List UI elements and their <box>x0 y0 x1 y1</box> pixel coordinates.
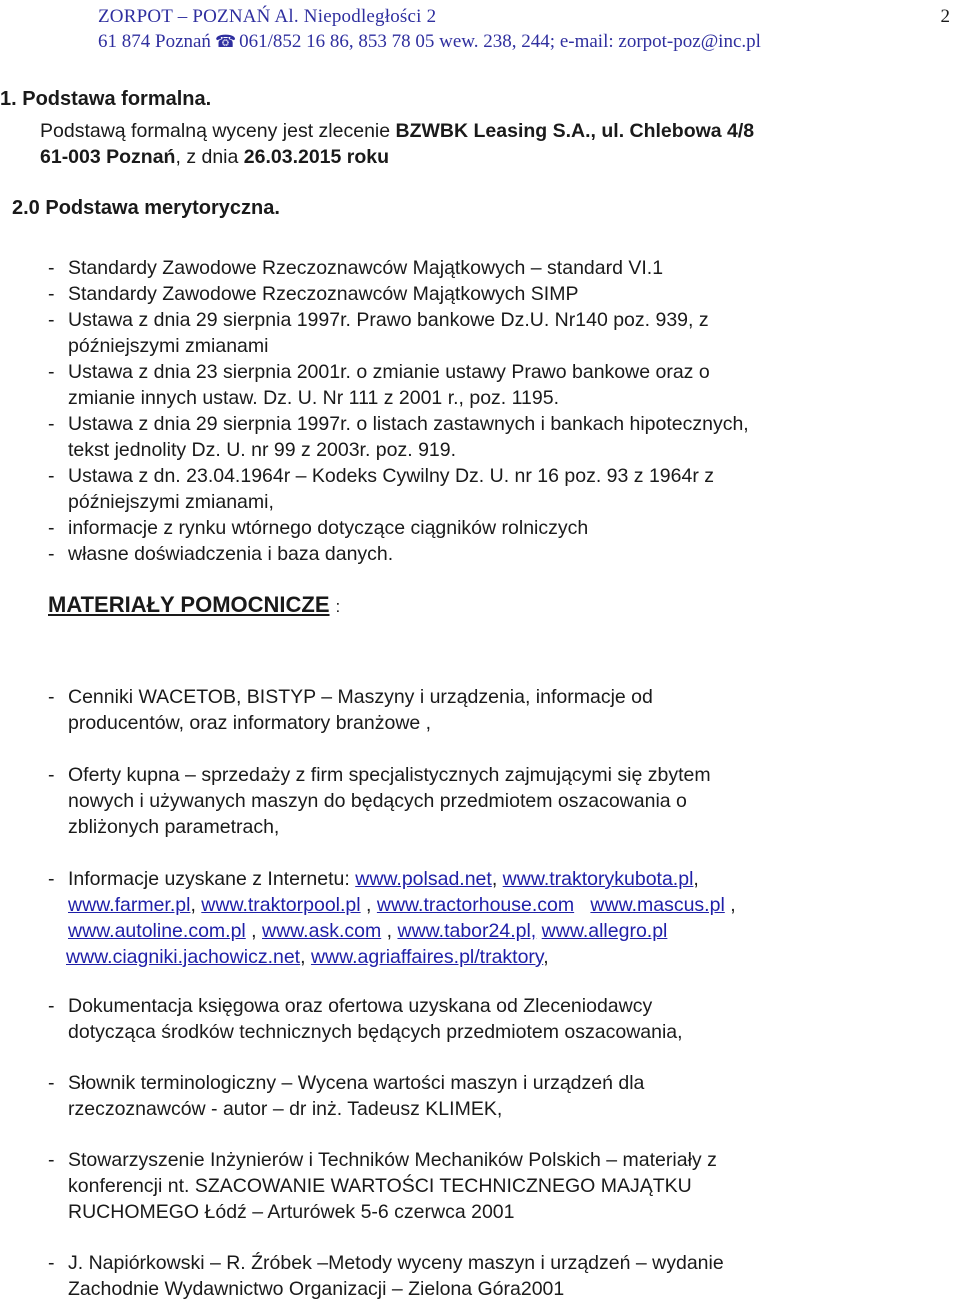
letterhead-line2 <box>98 29 898 54</box>
list-item: - Standardy Zawodowe Rzeczoznawców Majątkowych SIMP <box>48 283 579 305</box>
letterhead <box>98 4 898 54</box>
link-tractorhouse[interactable]: www.tractorhouse.com <box>376 894 575 916</box>
list-item: - Ustawa z dnia 23 sierpnia 2001r. o zmianie ustawy Prawo bankowe oraz o zmianie innych ustaw. Dz. U. Nr 111 z 2001 r., poz. 1195. <box>48 361 710 409</box>
link-agriaffaires[interactable]: www.agriaffaires.pl/traktory <box>310 946 544 968</box>
materials-internet: - Informacje uzyskane z Internetu: www.polsad.net, www.traktorykubota.pl, www.farmer.pl, www.traktorpool.pl , www.tractorhouse.com www.mascus.pl , www.autoline.com.pl , www.ask.com , www.tabor24.pl, www.allegro.pl www.ciagniki.jachowicz.net, www.agriaffaires.pl/traktory, <box>48 868 736 968</box>
materials-item: - J. Napiórkowski – R. Źróbek –Metody wyceny maszyn i urządzeń – wydanie Zachodnie Wydawnictwo Organizacji – Zielona Góra2001 <box>48 1252 724 1300</box>
list-item: - Ustawa z dnia 29 sierpnia 1997r. o listach zastawnych i bankach hipotecznych, tekst jednolity Dz. U. nr 99 z 2003r. poz. 919. <box>48 413 749 461</box>
materials-heading: MATERIAŁY POMOCNICZE : <box>48 592 341 617</box>
materials-item: - Stowarzyszenie Inżynierów i Techników Mechaników Polskich – materiały z konferencji nt. SZACOWANIE WARTOŚCI TECHNICZNEGO MAJĄTKU RUCHOMEGO Łódź – Arturówek 5-6 czerwca 2001 <box>48 1149 717 1223</box>
section1-text-pre: Podstawą formalną wyceny jest zlecenie <box>40 120 396 142</box>
letterhead-city: 61 874 Poznań <box>98 31 211 52</box>
section1-title: 1. Podstawa formalna. <box>0 88 212 110</box>
section2-list <box>0 255 940 567</box>
link-autoline[interactable]: www.autoline.com.pl <box>68 920 246 942</box>
email-link[interactable]: zorpot-poz@inc.pl <box>618 31 761 52</box>
telephone-icon: ☎ <box>214 32 237 51</box>
letterhead-line1: ZORPOT – POZNAŃ Al. Niepodległości 2 <box>98 6 437 27</box>
link-tabor24[interactable]: www.tabor24.pl, <box>397 920 537 942</box>
link-farmer[interactable]: www.farmer.pl <box>68 894 191 916</box>
link-allegro[interactable]: www.allegro.pl <box>541 920 668 942</box>
link-ciagniki[interactable]: www.ciagniki.jachowicz.net <box>66 946 301 968</box>
section1-text <box>40 118 960 170</box>
section1-postcode: 61-003 Poznań <box>40 146 176 168</box>
link-traktorykubota[interactable]: www.traktorykubota.pl <box>502 868 694 890</box>
materials-item: - Dokumentacja księgowa oraz ofertowa uzyskana od Zleceniodawcy dotycząca środków technicznych będących przedmiotem oszacowania, <box>48 995 683 1043</box>
link-mascus[interactable]: www.mascus.pl <box>590 894 725 916</box>
materials-item: - Oferty kupna – sprzedaży z firm specjalistycznych zajmującymi się zbytem nowych i używanych maszyn do będących przedmiotem oszacowania o zbliżonych parametrach, <box>48 764 711 838</box>
section1-client: BZWBK Leasing S.A., ul. Chlebowa 4/8 <box>395 120 755 142</box>
list-item: - Ustawa z dn. 23.04.1964r – Kodeks Cywilny Dz. U. nr 16 poz. 93 z 1964r z późniejszymi zmianami, <box>48 465 714 513</box>
page-number: 2 <box>940 6 950 27</box>
section1-date: 26.03.2015 roku <box>243 146 390 168</box>
letterhead-phones: 061/852 16 86, 853 78 05 wew. 238, 244; e-mail: <box>239 31 619 52</box>
list-item: - Ustawa z dnia 29 sierpnia 1997r. Prawo bankowe Dz.U. Nr140 poz. 939, z późniejszymi zmianami <box>48 309 709 357</box>
list-item: - Standardy Zawodowe Rzeczoznawców Majątkowych – standard VI.1 <box>48 257 664 279</box>
link-polsad[interactable]: www.polsad.net <box>355 868 492 890</box>
materials-item: - Cenniki WACETOB, BISTYP – Maszyny i urządzenia, informacje od producentów, oraz informatory branżowe , <box>48 686 653 734</box>
materials-item: - Słownik terminologiczny – Wycena wartości maszyn i urządzeń dla rzeczoznawców - autor – dr inż. Tadeusz KLIMEK, <box>48 1072 645 1120</box>
link-traktorpool[interactable]: www.traktorpool.pl <box>201 894 361 916</box>
list-item: - własne doświadczenia i baza danych. <box>48 543 394 565</box>
list-item: - informacje z rynku wtórnego dotyczące ciągników rolniczych <box>48 517 589 539</box>
section2-title: 2.0 Podstawa merytoryczna. <box>12 197 280 219</box>
materials-title: MATERIAŁY POMOCNICZE <box>48 592 330 617</box>
link-ask[interactable]: www.ask.com <box>262 920 382 942</box>
section1-date-label: , z dnia <box>175 146 244 168</box>
